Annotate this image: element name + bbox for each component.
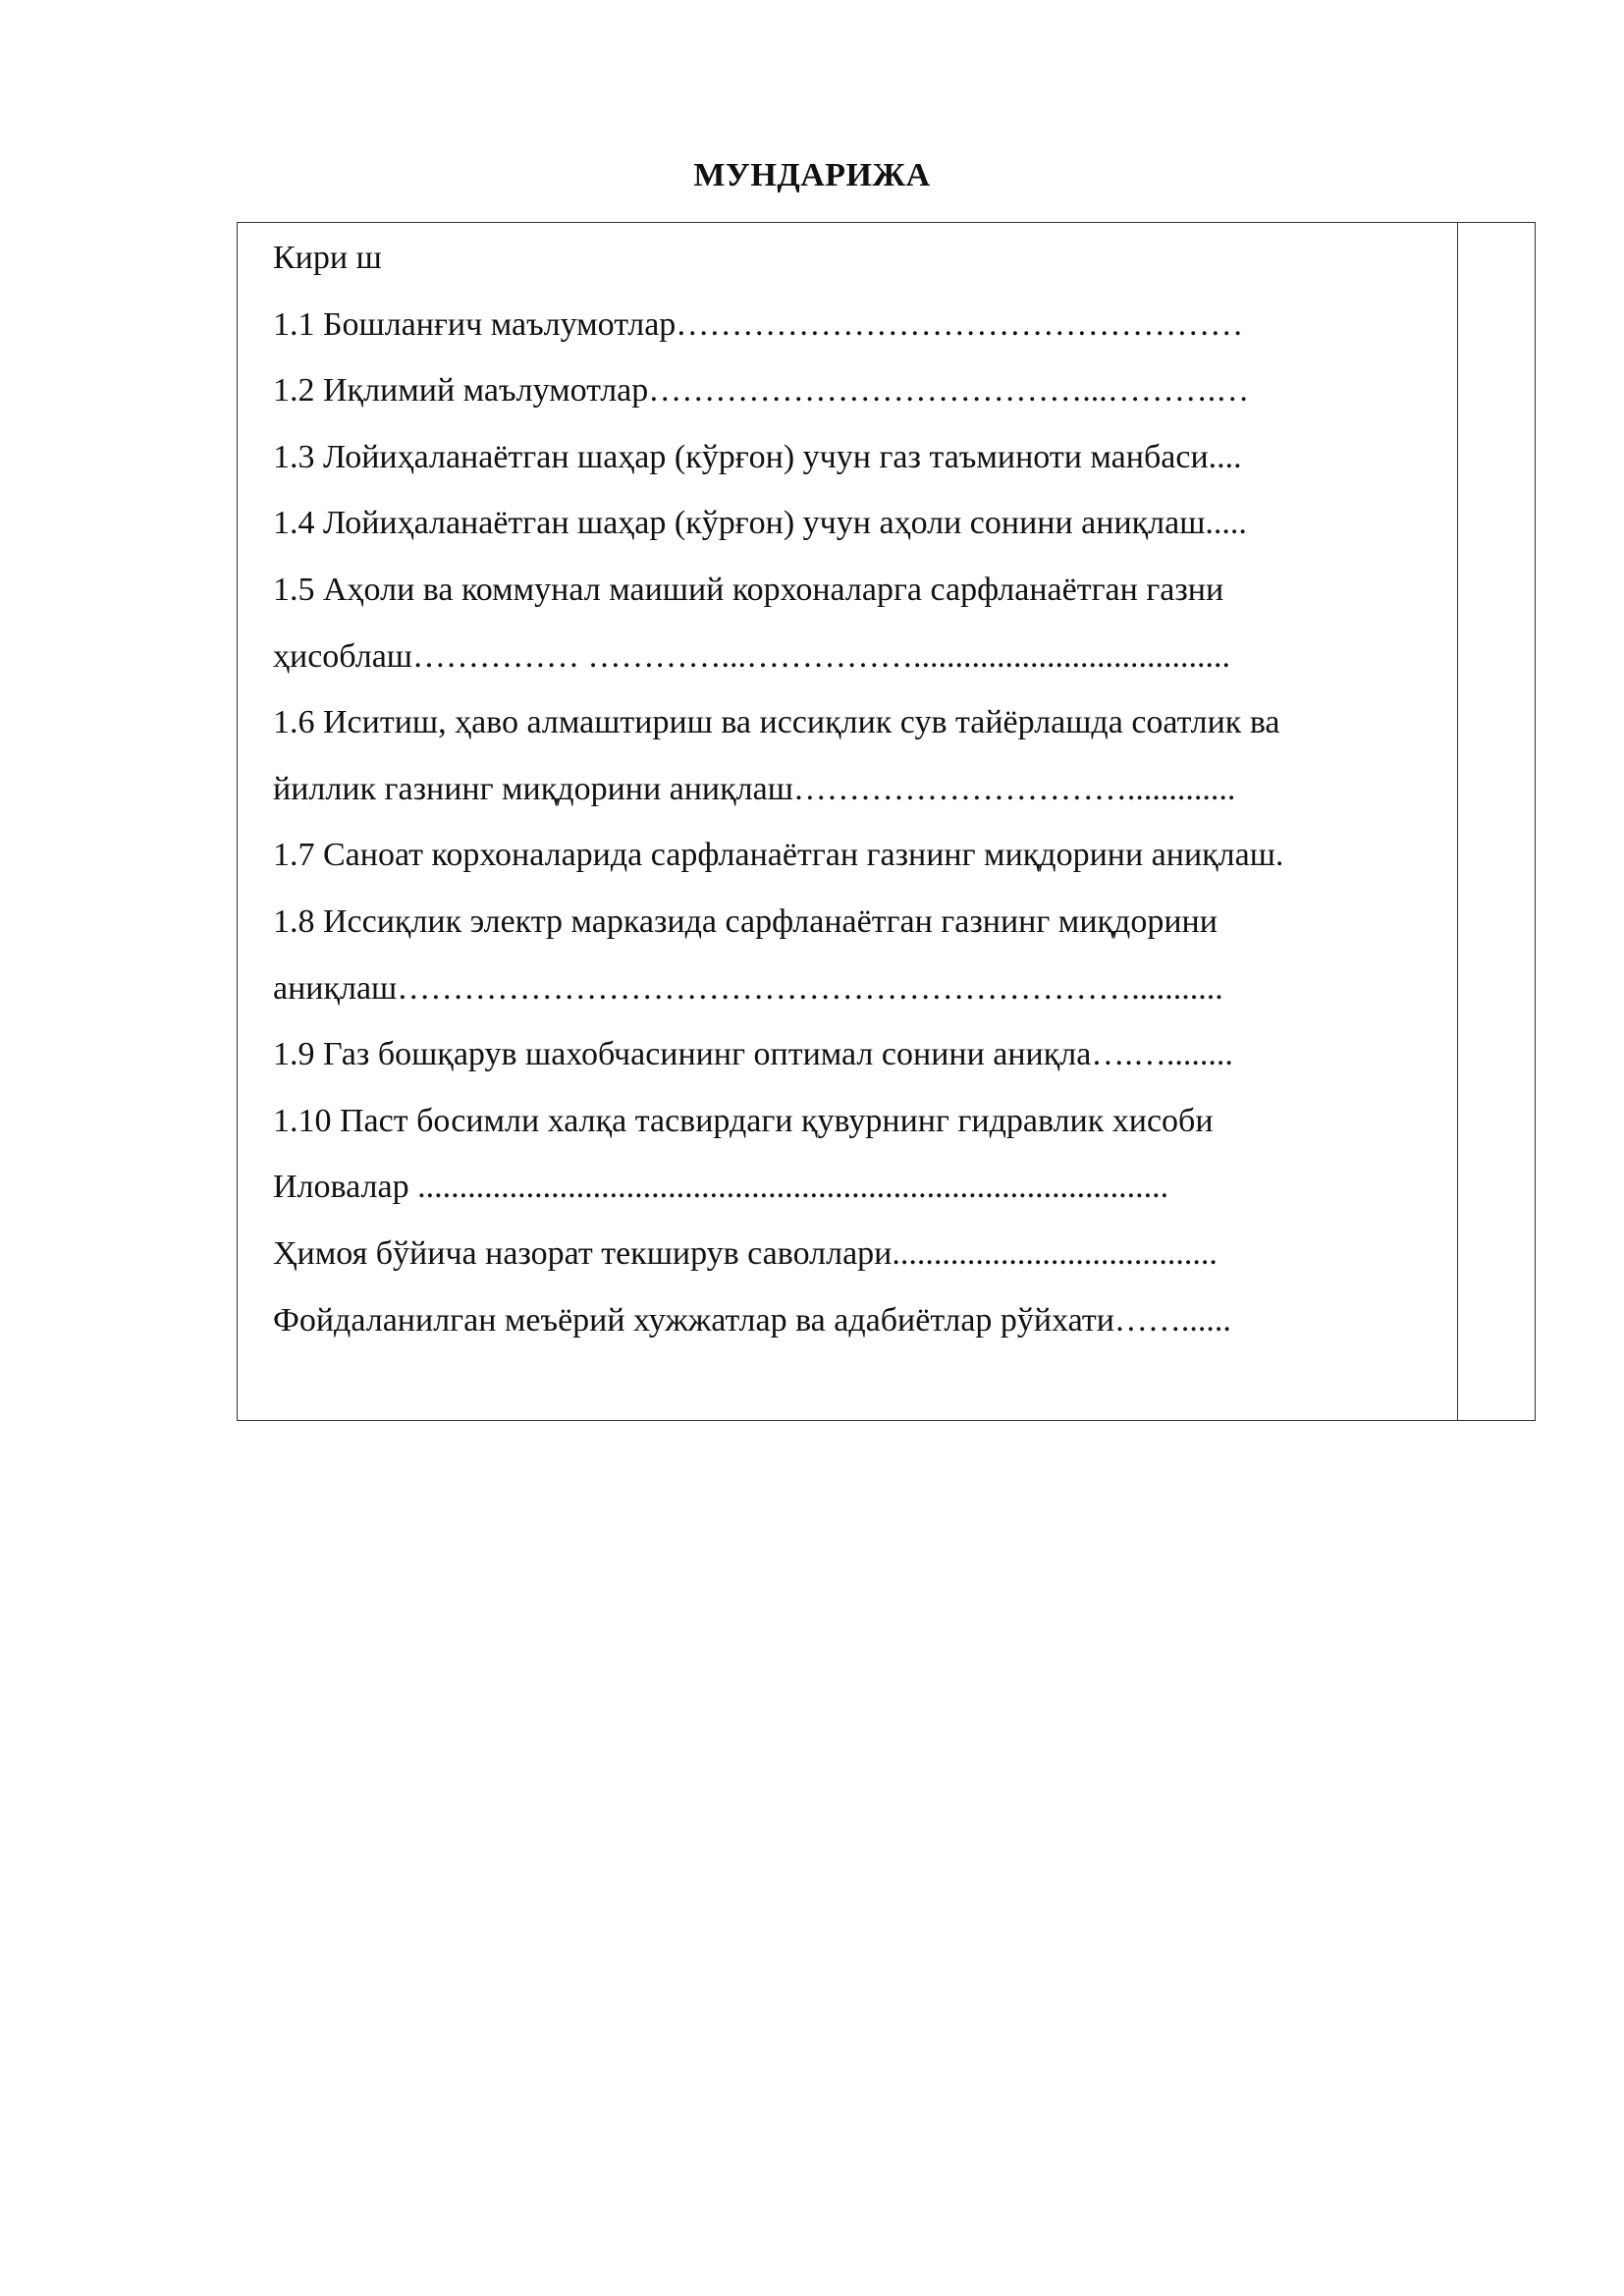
toc-entry-1-6: 1.6 Иситиш, ҳаво алмаштириш ва иссиқлик сув тайёрлашда соатлик ва [273, 704, 1280, 741]
toc-entry-1-9: 1.9 Газ бошқарув шахобчасининг оптимал сонини аниқла….…........ [273, 1036, 1233, 1073]
toc-entry-1-1: 1.1 Бошланғич маълумотлар…………………………………………… [273, 305, 1244, 343]
toc-table [237, 222, 1536, 1421]
toc-entry-references: Фойдаланилган меъёрий хужжатлар ва адабиётлар рўйхати……...... [273, 1301, 1231, 1339]
toc-entry-1-5: 1.5 Аҳоли ва коммунал маиший корхоналарга сарфланаётган газни [273, 571, 1224, 608]
toc-list [273, 225, 1466, 1353]
toc-entry-1-2: 1.2 Иқлимий маълумотлар…………………………………...……….… [273, 372, 1250, 410]
toc-entry-1-7: 1.7 Саноат корхоналарида сарфланаётган газнинг миқдорини аниқлаш. [273, 837, 1284, 874]
toc-entry-defense-questions: Ҳимоя бўйича назорат текширув саволлари....................................... [273, 1234, 1218, 1272]
toc-entry-1-10: 1.10 Паст босимли халқа тасвирдаги қувурнинг гидравлик хисоби [273, 1102, 1214, 1139]
page-title: МУНДАРИЖА [693, 157, 931, 193]
toc-entry-1-4: 1.4 Лойиҳаланаётган шаҳар (кўрғон) учун аҳоли сонини аниқлаш..... [273, 505, 1247, 542]
toc-entry-1-3: 1.3 Лойиҳаланаётган шаҳар (кўрғон) учун газ таъминоти манбаси.... [273, 438, 1242, 475]
toc-entry-1-6-continued: йиллик газнинг миқдорини аниқлаш…………………………............. [273, 770, 1236, 807]
toc-entry-1-5-continued: ҳисоблаш…………… …………...……………...................................... [273, 637, 1230, 675]
toc-entry-introduction: Кири ш [273, 240, 382, 276]
toc-entry-1-8: 1.8 Иссиқлик электр марказида сарфланаётган газнинг миқдорини [273, 902, 1218, 940]
toc-entry-1-8-continued: аниқлаш…………………………………………………………........... [273, 969, 1223, 1007]
toc-entry-appendices: Иловалар .......................................................................................... [273, 1169, 1169, 1206]
